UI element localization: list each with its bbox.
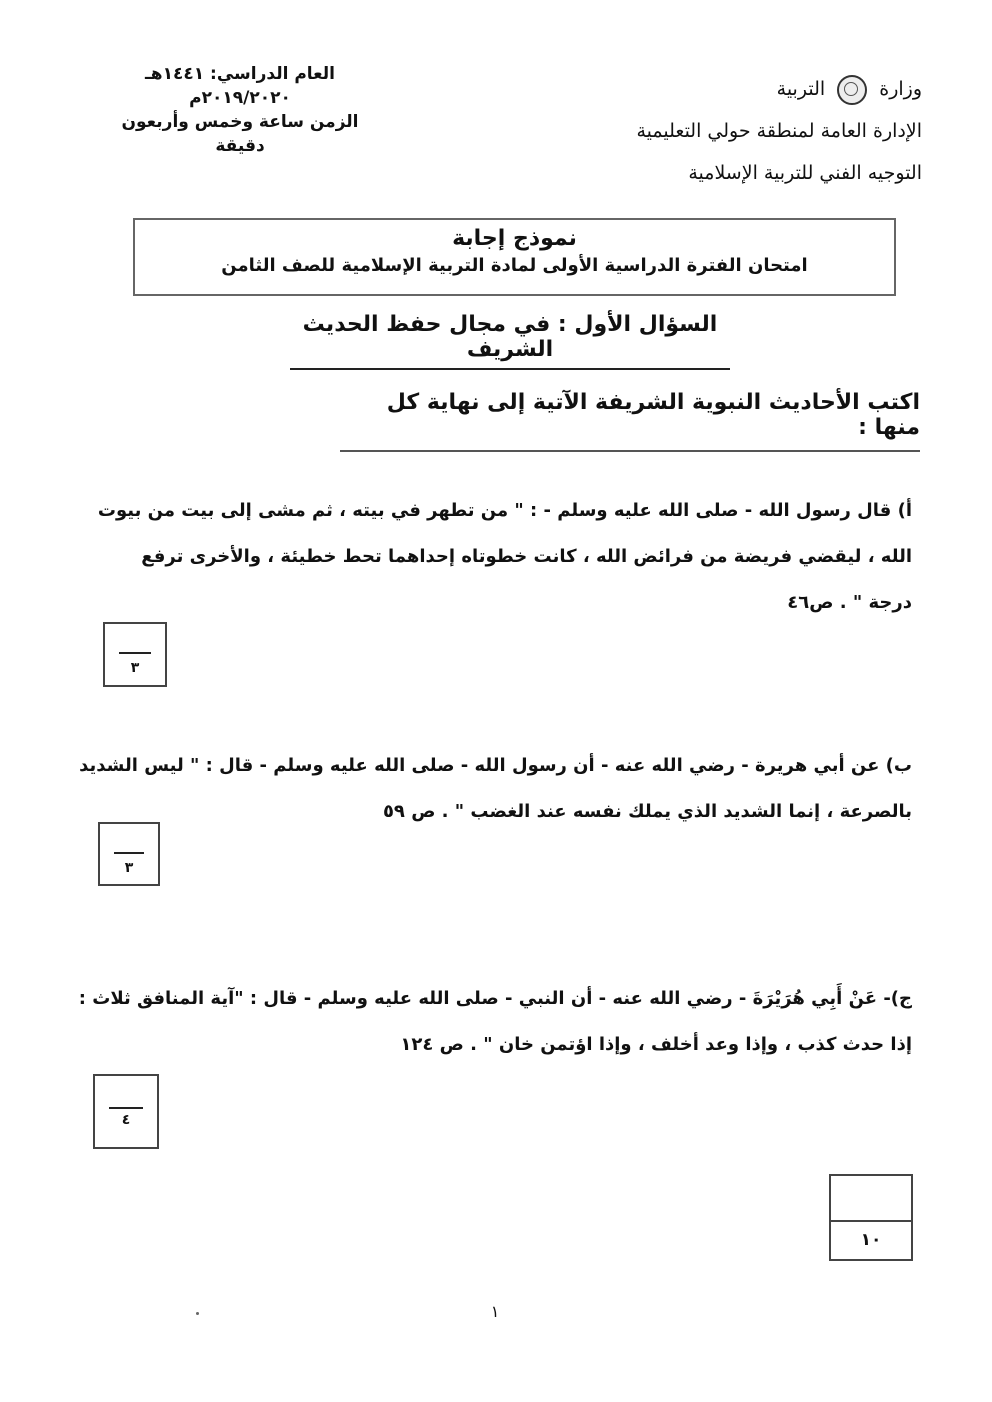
kuwait-emblem-icon [837,75,867,105]
ministry-word-1: وزارة [879,78,922,100]
hadith-item-a: أ) قال رسول الله - صلى الله عليه وسلم - : " من تطهر في بيته ، ثم مشى إلى بيت من بيوت الله ، ليقضي فريضة من فرائض الله ، كانت خطوتاه إحداهما تحط خطيئة ، والأخرى ترفع درجة " . ص٤٦ [97,500,912,613]
score-line [109,1107,143,1109]
district-name: الإدارة العامة لمنطقة حولي التعليمية [636,120,922,142]
score-box-c [93,1074,159,1149]
score-value: ٣ [130,660,140,676]
stray-dot [196,1312,199,1315]
total-score: ١٠ [860,1230,882,1250]
answer-key-title: نموذج إجابة [452,226,577,251]
title-box [133,218,896,296]
score-value: ٣ [124,860,134,876]
hadith-item-b: ب) عن أبي هريرة - رضي الله عنه - أن رسول الله - صلى الله عليه وسلم - قال : " ليس الشديد بالصرعة ، إنما الشديد الذي يملك نفسه عند الغضب " . ص ٥٩ [79,755,912,822]
score-box-b [98,822,160,886]
header-left [100,62,380,158]
total-score-box [829,1174,913,1261]
score-line [114,852,144,854]
exam-duration: الزمن ساعة وخمس وأربعون دقيقة [121,112,359,156]
gregorian-year: ٢٠١٩/٢٠٢٠م [189,88,291,108]
header-right [636,68,922,194]
page-number: ١ [490,1302,500,1321]
hijri-year: العام الدراسي: ١٤٤١هـ [145,64,335,84]
ministry-line [636,68,922,110]
instruction: اكتب الأحاديث النبوية الشريفة الآتية إلى نهاية كل منها : [340,390,920,452]
exam-subtitle: امتحان الفترة الدراسية الأولى لمادة التربية الإسلامية للصف الثامن [221,255,808,276]
department-name: التوجيه الفني للتربية الإسلامية [688,162,922,184]
hadith-item-c: ج)- عَنْ أَبِي هُرَيْرَةَ - رضي الله عنه - أن النبي - صلى الله عليه وسلم - قال : "آية المنافق ثلاث : إذا حدث كذب ، وإذا وعد أخلف ، وإذا اؤتمن خان " . ص ١٢٤ [78,988,912,1055]
score-box-a [103,622,167,687]
total-divider [831,1220,911,1222]
question-heading: السؤال الأول : في مجال حفظ الحديث الشريف [290,312,730,370]
score-line [119,652,151,654]
ministry-word-2: التربية [776,78,826,100]
score-value: ٤ [121,1112,131,1128]
